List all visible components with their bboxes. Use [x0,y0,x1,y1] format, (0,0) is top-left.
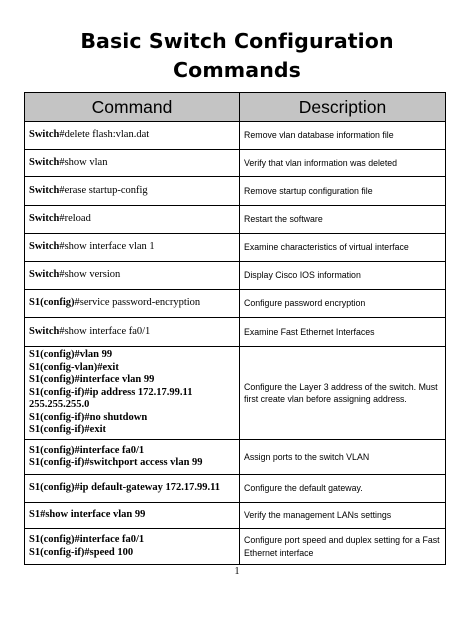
command-prompt: S1(config-if) [29,457,85,468]
table-row [25,290,446,318]
command-prompt: Switch [29,269,60,281]
command-line [29,374,239,387]
command-text: #speed 100 [84,546,134,558]
description-column-header: Description [240,93,446,122]
command-line [29,362,239,375]
description-cell: Verify that vlan information was deleted [240,150,446,177]
command-text: #exit [97,361,119,373]
command-line [29,349,239,362]
command-cell [25,475,240,503]
command-cell [25,440,240,475]
commands-table [24,92,446,565]
table-row [25,503,446,529]
description-cell: Configure the Layer 3 address of the switch. Must first create vlan before assigning address. [240,347,446,440]
table-row [25,150,446,177]
command-prompt: S1(config-if) [29,424,85,436]
table-row [25,347,446,440]
description-cell: Verify the management LANs settings [240,503,446,529]
command-line [29,547,239,560]
command-prompt: S1(config-if) [29,546,85,558]
table-row [25,440,446,475]
page-number: 1 [234,566,240,577]
table-header-row [25,93,446,122]
command-line [29,185,239,198]
command-text: #vlan 99 [74,349,113,361]
document-title [0,27,474,85]
command-text: #erase startup-config [59,184,148,196]
command-text: #show version [59,269,121,281]
command-line [29,482,239,495]
command-cell [25,503,240,529]
command-line [29,129,239,142]
command-cell [25,122,240,150]
command-line [29,424,239,437]
command-text: #interface fa0/1 [74,444,145,456]
command-text: #no shutdown [84,411,148,423]
command-cell [25,347,240,440]
command-text: #ip address 172.17.99.11 [84,386,193,398]
command-cell [25,234,240,262]
description-cell: Configure password encryption [240,290,446,318]
command-prompt: Switch [29,156,60,168]
command-text: #show interface vlan 99 [40,509,146,521]
command-line [29,326,239,339]
table-row [25,177,446,206]
command-prompt: S1(config) [29,482,75,494]
command-column-header: Command [25,93,240,122]
description-cell: Examine Fast Ethernet Interfaces [240,318,446,347]
command-line [29,241,239,254]
command-text: #show interface vlan 1 [59,241,155,253]
description-cell: Configure port speed and duplex setting for a Fast Ethernet interface [240,529,446,565]
table-row [25,122,446,150]
command-text: #show vlan [59,156,108,168]
command-line [29,269,239,282]
description-cell: Remove startup configuration file [240,177,446,206]
command-text: #service password-encryption [74,297,201,309]
command-text: #ip default-gateway 172.17.99.11 [74,482,221,494]
command-text: #exit [84,424,106,436]
command-line [29,297,239,310]
command-line [29,534,239,547]
command-prompt: 255.255.255.0 [29,399,90,411]
command-line [29,509,239,522]
table-row [25,206,446,234]
command-line [29,213,239,226]
description-cell: Restart the software [240,206,446,234]
command-cell [25,290,240,318]
command-cell [25,177,240,206]
command-text: #delete flash:vlan.dat [59,129,150,141]
command-cell [25,529,240,565]
command-line [29,157,239,170]
command-text: #reload [59,213,91,225]
description-cell: Assign ports to the switch VLAN [240,440,446,475]
command-prompt: S1(config) [29,534,75,545]
command-text: #interface vlan 99 [74,374,155,386]
command-line [29,457,239,470]
description-cell: Examine characteristics of virtual interface [240,234,446,262]
command-prompt: S1(config-vlan) [29,361,98,373]
command-cell [25,318,240,347]
command-text: #switchport access vlan 99 [84,457,203,468]
command-prompt: Switch [29,129,60,141]
description-cell: Remove vlan database information file [240,122,446,150]
table-row [25,318,446,347]
command-prompt: S1(config-if) [29,411,85,423]
command-prompt: S1 [29,509,41,521]
title-line-1: Basic Switch Configuration [80,29,394,53]
command-prompt: S1(config-if) [29,386,85,398]
command-prompt: S1(config) [29,297,75,309]
command-prompt: S1(config) [29,349,75,361]
command-prompt: Switch [29,184,60,196]
command-line [29,387,239,400]
command-cell [25,150,240,177]
command-prompt: Switch [29,241,60,253]
command-prompt: S1(config) [29,374,75,386]
command-line [29,445,239,458]
command-cell [25,206,240,234]
description-cell: Display Cisco IOS information [240,262,446,290]
command-prompt: Switch [29,325,60,337]
description-cell: Configure the default gateway. [240,475,446,503]
command-prompt: S1(config) [29,444,75,456]
table-row [25,234,446,262]
title-line-2: Commands [173,58,301,82]
table-body [25,122,446,565]
command-text: #show interface fa0/1 [59,325,151,337]
table-row [25,475,446,503]
table-row [25,529,446,565]
table-row [25,262,446,290]
command-cell [25,262,240,290]
command-prompt: Switch [29,213,60,225]
command-text: #interface fa0/1 [74,534,145,545]
command-line [29,399,239,412]
command-line [29,412,239,425]
